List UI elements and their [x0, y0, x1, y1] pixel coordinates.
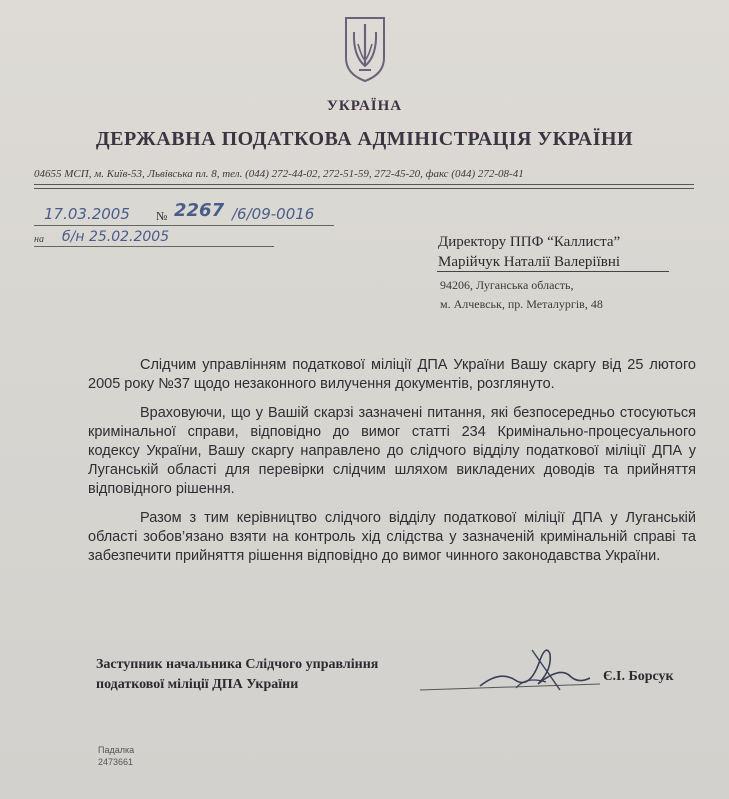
agency-title: ДЕРЖАВНА ПОДАТКОВА АДМІНІСТРАЦІЯ УКРАЇНИ — [95, 128, 634, 150]
recipient-block — [438, 232, 620, 272]
recipient-address-line1: 94206, Луганська область, — [440, 278, 574, 292]
number-sign: № — [156, 209, 168, 223]
executor-phone: 2473661 — [98, 757, 134, 767]
header-divider-second — [34, 188, 694, 189]
signer-position-line2: податкової міліції ДПА України — [96, 677, 299, 692]
registration-date: 17.03.2005 — [44, 205, 130, 223]
recipient-address-line2: м. Алчевськ, пр. Металургів, 48 — [440, 297, 603, 311]
letter-body — [88, 356, 696, 576]
signer-position-line1: Заступник начальника Слідчого управління — [96, 657, 379, 672]
agency-address: 04655 МСП, м. Київ-53, Львівська пл. 8, тел. (044) 272-44-02, 272-51-59, 272-45-20, факс (044) 272-08-41 — [34, 168, 524, 180]
recipient-name: Марійчук Наталії Валеріївні — [438, 254, 621, 270]
body-paragraph-2: Враховуючи, що у Вашій скарзі зазначені питання, які безпосередньо стосуються кримінальної справи, відповідно до вимог статті 234 Кримінально-процесуального кодексу України, Вашу скаргу направлено до слідчого відділу податкової міліції ДПА у Луганській області для перевірки слідчим шляхом викладених доводів та прийняття відповідного рішення. — [88, 405, 696, 497]
recipient-divider — [437, 271, 669, 272]
country-title: УКРАЇНА — [326, 98, 403, 114]
handwritten-signature-icon — [420, 640, 620, 698]
reply-reference: б/н 25.02.2005 — [62, 229, 170, 245]
executor-note — [98, 744, 134, 768]
body-paragraph-3: Разом з тим керівництво слідчого відділу податкової міліції ДПА у Луганській області зобов’язано взяти на контроль хід слідства у зазначеній кримінальній справі та забезпечити прийняття рішення відповідно до вимог чинного законодавства України. — [88, 510, 696, 564]
signer-name: Є.І. Борсук — [603, 669, 674, 684]
recipient-title: Директору ППФ “Каллиста” — [438, 234, 621, 250]
registration-number: 2267 — [174, 200, 225, 221]
registration-index: /6/09-0016 — [232, 205, 315, 223]
reply-label: на — [34, 234, 44, 245]
trident-emblem-icon — [340, 14, 390, 84]
header-divider — [34, 184, 694, 185]
recipient-address — [440, 276, 603, 314]
body-paragraph-1: Слідчим управлінням податкової міліції ДПА України Вашу скаргу від 25 лютого 2005 року №37 щодо незаконного вилучення документів, розглянуто. — [88, 357, 696, 392]
signer-position — [96, 655, 378, 695]
executor-name: Падалка — [98, 745, 135, 755]
